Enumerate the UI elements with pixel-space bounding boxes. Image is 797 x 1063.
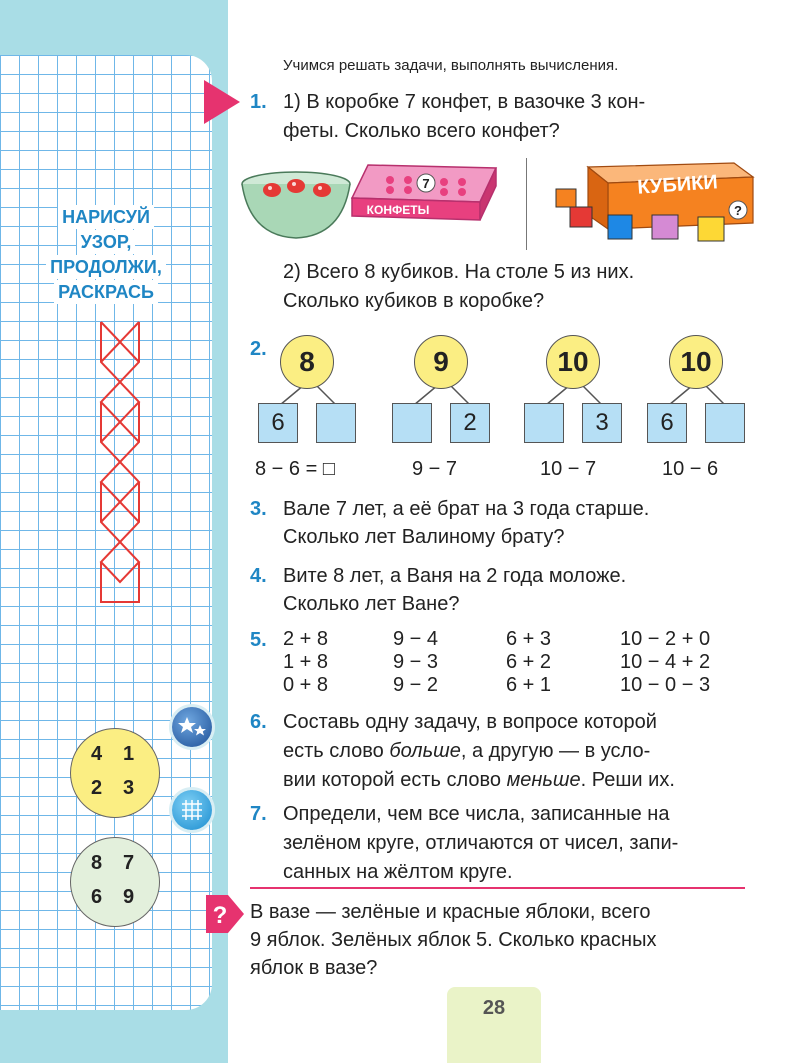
task-6-number: 6. — [250, 711, 267, 733]
yellow-circle-number: 4 — [91, 743, 103, 765]
question-line-1: В вазе — зелёные и красные яблоки, всего — [250, 901, 651, 923]
task-5-column-4 — [620, 628, 710, 697]
composition-part-left — [392, 403, 432, 443]
task-5-column-2 — [393, 628, 438, 697]
sidebar-title-line-1: НАРИСУЙ — [0, 205, 212, 229]
task-6-line-1: Составь одну задачу, в вопросе которой — [283, 711, 657, 733]
sidebar-title-line-4: РАСКРАСЬ — [0, 280, 212, 304]
task-3-line-2: Сколько лет Валиному брату? — [283, 526, 565, 548]
task-1-line-2: феты. Сколько всего конфет? — [283, 120, 560, 142]
composition-whole: 8 — [280, 335, 334, 389]
number-composition — [256, 335, 366, 445]
picture-divider — [526, 158, 527, 250]
expression: 6 + 1 — [506, 674, 552, 696]
green-circle-number: 6 — [91, 886, 103, 908]
task-7-number: 7. — [250, 803, 267, 825]
expression: 9 − 2 — [393, 674, 439, 696]
composition-expression: 8 − 6 = □ — [255, 458, 335, 480]
expression: 9 − 4 — [393, 628, 439, 650]
task-3-number: 3. — [250, 498, 267, 520]
task-7-line-3: санных на жёлтом круге. — [283, 861, 513, 883]
task-4-line-2: Сколько лет Ване? — [283, 593, 460, 615]
task-5-number: 5. — [250, 629, 267, 651]
yellow-circle-number: 1 — [123, 743, 135, 765]
green-circle-number: 8 — [91, 852, 103, 874]
composition-expression: 10 − 7 — [540, 458, 597, 480]
grid-badge-icon — [172, 790, 212, 830]
expression: 6 + 3 — [506, 628, 552, 650]
expression: 10 − 2 + 0 — [620, 628, 711, 650]
task-4-line-1: Вите 8 лет, а Ваня на 2 года моложе. — [283, 565, 627, 587]
composition-part-left — [524, 403, 564, 443]
composition-part-left: 6 — [258, 403, 298, 443]
composition-whole: 10 — [669, 335, 723, 389]
expression: 0 + 8 — [283, 674, 329, 696]
number-composition — [522, 335, 632, 445]
cubes-unknown-mark: ? — [734, 203, 742, 218]
expression: 1 + 8 — [283, 651, 329, 673]
composition-part-right — [316, 403, 356, 443]
composition-expression: 10 − 6 — [662, 458, 719, 480]
task-3-line-1: Вале 7 лет, а её брат на 3 года старше. — [283, 498, 650, 520]
task-5-column-1 — [283, 628, 328, 697]
cubes-box-label: КУБИКИ — [636, 171, 719, 199]
task-7-line-2: зелёном круге, отличаются от чисел, запи- — [283, 832, 679, 854]
task-7-line-1: Определи, чем все числа, записанные на — [283, 803, 670, 825]
expression: 9 − 3 — [393, 651, 439, 673]
composition-part-left: 6 — [647, 403, 687, 443]
yellow-circle-number: 3 — [123, 777, 135, 799]
task-5-column-3 — [506, 628, 551, 697]
composition-whole: 9 — [414, 335, 468, 389]
question-separator — [250, 887, 745, 889]
task-2-number: 2. — [250, 338, 267, 360]
question-marker-icon — [206, 895, 244, 933]
sidebar-title-line-2: УЗОР, — [0, 230, 212, 254]
expression: 2 + 8 — [283, 628, 329, 650]
yellow-number-circle — [70, 728, 160, 818]
composition-expression: 9 − 7 — [412, 458, 458, 480]
candy-bowl-picture — [240, 168, 352, 240]
yellow-circle-number: 2 — [91, 777, 103, 799]
number-composition — [390, 335, 500, 445]
task-6-line-3: вии которой есть слово меньше. Реши их. — [283, 769, 675, 791]
candy-box-picture — [350, 160, 502, 232]
cubes-box-picture — [548, 155, 758, 250]
composition-part-right: 2 — [450, 403, 490, 443]
question-line-3: яблок в вазе? — [250, 957, 378, 979]
stars-badge-icon — [172, 707, 212, 747]
task-marker-icon — [204, 80, 240, 124]
expression: 6 + 2 — [506, 651, 552, 673]
red-pattern-drawing — [96, 320, 146, 610]
composition-part-right: 3 — [582, 403, 622, 443]
task-1-number: 1. — [250, 91, 267, 113]
task-6-line-2: есть слово больше, а другую — в усло- — [283, 740, 651, 762]
candy-count-label: 7 — [422, 176, 430, 191]
green-circle-number: 7 — [123, 852, 135, 874]
green-number-circle — [70, 837, 160, 927]
sidebar-title-line-3: ПРОДОЛЖИ, — [0, 255, 212, 279]
expression: 10 − 4 + 2 — [620, 651, 711, 673]
task-1-line-1: 1) В коробке 7 конфет, в вазочке 3 кон- — [283, 91, 646, 113]
expression: 10 − 0 − 3 — [620, 674, 711, 696]
task-4-number: 4. — [250, 565, 267, 587]
page-number: 28 — [447, 987, 541, 1063]
composition-part-right — [705, 403, 745, 443]
composition-whole: 10 — [546, 335, 600, 389]
green-circle-number: 9 — [123, 886, 135, 908]
task-1-part2-line-1: 2) Всего 8 кубиков. На столе 5 из них. — [283, 261, 635, 283]
svg-text:?: ? — [212, 902, 228, 929]
number-composition — [645, 335, 755, 445]
task-1-part2-line-2: Сколько кубиков в коробке? — [283, 290, 545, 312]
page-header: Учимся решать задачи, выполнять вычисления. — [283, 57, 619, 74]
candy-box-label: КОНФЕТЫ — [366, 203, 430, 217]
question-line-2: 9 яблок. Зелёных яблок 5. Сколько красных — [250, 929, 657, 951]
